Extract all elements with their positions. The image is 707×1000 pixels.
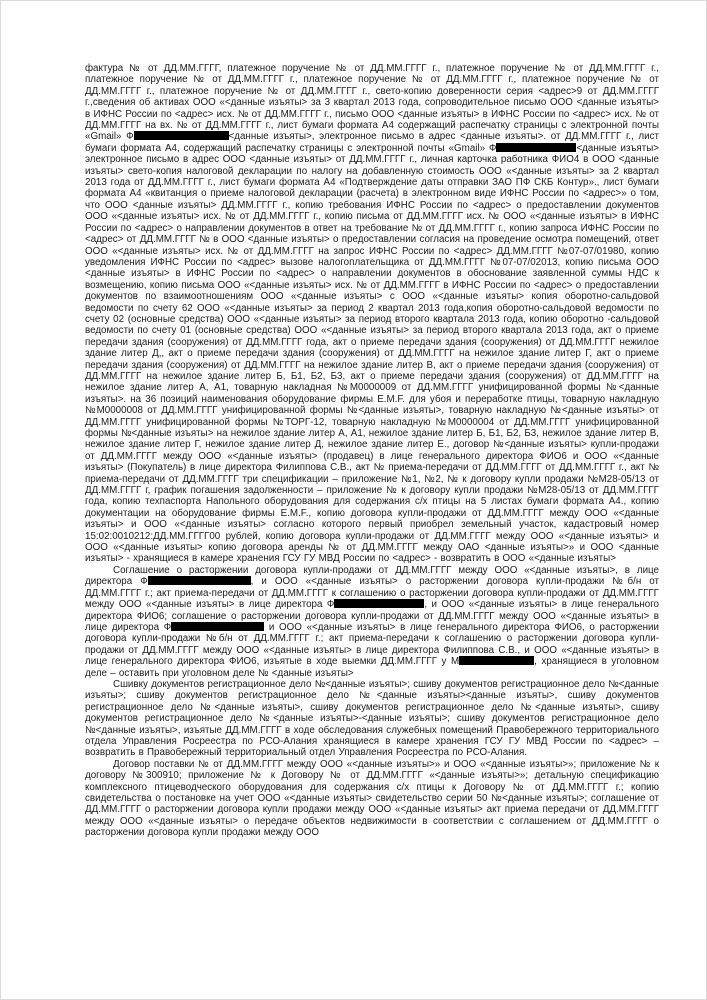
redaction-box — [134, 131, 229, 140]
redaction-box — [459, 656, 534, 665]
paragraph: Соглашение о расторжении договора купли-продажи от ДД.ММ.ГГГГ между ООО «<данные изъяты>, в лице директора Ф , и ООО «<данные изъяты> о расторжении договора купли-продажи №б/н от ДД.ММ.ГГГГ г.; акт приема-передачи от ДД.ММ.ГГГГ к соглашению о расторжении договора купли-продажи от ДД.ММ.ГГГГ между ООО «<данные изъяты> в лице директора Ф , и ООО «<данные изъяты> в лице генерального директора ФИО6; соглашение о расторжении договора купли-продажи от ДД.ММ.ГГГГ между ООО «<данные изъяты> в лице директора Ф и ООО «<данные изъяты> в лице генерального директора ФИО6, о расторжении договора купли-продажи №б/н от ДД.ММ.ГГГГ г.; акт приема-передачи к соглашению о расторжении договора купли-продажи от ДД.ММ.ГГГГ между ООО «<данные изъяты> в лице директора Филиппова С.В., и ООО «<данные изъяты> в лице генерального директора ФИО6, изъятые в ходе выемки ДД.ММ.ГГГГ у М , хранящиеся в уголовном деле – оставить при уголовном деле № <данные изъяты> — [85, 564, 660, 679]
redaction-box — [334, 599, 424, 608]
redaction-box — [171, 622, 264, 631]
redaction-box — [496, 143, 576, 152]
document-body — [85, 63, 659, 839]
redaction-box — [148, 576, 251, 585]
paragraph: фактура № от ДД.ММ.ГГГГ, платежное поручение № от ДД.ММ.ГГГГ г., платежное поручение № от ДД.ММ.ГГГГ г., платежное поручение № от ДД.ММ.ГГГГ г., платежное поручение № от ДД.ММ.ГГГГ г., платежное поручение № от ДД.ММ.ГГГГ г., платежное поручение № от ДД.ММ.ГГГГ г., свето-копию доверенности серия <адрес>9 от ДД.ММ.ГГГГ г.,сведения об активах ООО «<данные изъяты> за 3 квартал 2013 года, сопроводительное письмо ООО <данные изъяты> в ИФНС России по <адрес> исх. № от ДД.ММ.ГГГГ г., письмо ООО <данные изъяты> в ИФНС России по <адрес> исх. № от ДД.ММ.ГГГГ на вх. № от ДД.ММ.ГГГГ г., лист бумаги формата А4 содержащий распечатку страницы с электронной почты «Gmail» Ф <данные изъяты>, электронное письмо в адрес <данные изъяты>. от ДД.ММ.ГГГГ г., лист бумаги формата А4, содержащий распечатку страницы с электронной почты «Gmail» Ф <данные изъяты> электронное письмо в адрес ООО <данные изъяты> от ДД.ММ.ГГГГ г., личная карточка работника ФИО4 в ООО <данные изъяты> свето-копия налоговой декларации по налогу на добавленную стоимость ООО «<данные изъяты> за 2 квартал 2013 года от ДД.ММ.ГГГГ г., лист бумаги формата А4 «Подтверждение даты отправки ЗАО ПФ СКБ Контур»., лист бумаги формата А4 «квитанция о приеме налоговой декларации (расчета) в электронном виде ИФНС России по <адрес>» о том, что ООО <данные изъяты> ДД.ММ.ГГГГ г., копию требования ИФНС России по <адрес> о предоставлении документов ООО «<данные изъяты> исх. № от ДД.ММ.ГГГГ г., копию письма от ДД.ММ.ГГГГ исх. № ООО «<данные изъяты> в ИФНС России по <адрес> о направлении документов в ответ на требование № от ДД.ММ.ГГГГ г., копию запроса ИФНС России по <адрес> от ДД.ММ.ГГГГ № в ООО <данные изъяты> о предоставлении согласия на проведение осмотра помещений, ответ ООО «<данные изъяты> исх. № от ДД.ММ.ГГГГ на запрос ИФНС России по <адрес> ДД.ММ.ГГГГ №07-07/01980, копию уведомления ИФНС России по <адрес> вызове налогоплательщика от ДД.ММ.ГГГГ №07-07/02013, копию письма ООО <данные изъяты> в ИФНС России по <адрес> о направлении документов в обоснование заявленной суммы НДС к возмещению, копию письма ООО «<данные изъяты> исх. № от ДД.ММ.ГГГГ в ИФНС России по <адрес> о предоставлении документов по взаимоотношениям ООО «<данные изъяты> с ООО «<данные изъяты> копия оборотно-сальдовой ведомости по счету 62 ООО «<данные изъяты> за период 2 квартал 2013 года,копия оборотно-сальдовой ведомости по счету 02 (основные средства) ООО «<данные изъяты> за период второго квартала 2013 года, копию оборотно -сальдовой ведомости по счету 01 (основные средства) ООО «<данные изъяты> за период второго квартала 2013 года, акт о приеме передачи здания (сооружения) от ДД.ММ.ГГГГ года, акт о приеме передачи здания (сооружения) от ДД.ММ.ГГГГ нежилое здание литер Д,, акт о приеме передачи здания (сооружения) от ДД.ММ.ГГГГ на нежилое здание литер Г, акт о приеме передачи здания (сооружения) от ДД.ММ.ГГГГ на нежилое здание литер В, акт о приеме передачи здания (сооружения) от ДД.ММ.ГГГГ на нежилое здание литер Б, Б1, Б2, Б3, акт о приеме передачи здания (сооружения) от ДД.ММ.ГГГГ на нежилое здание литер А, А1, товарную накладная №М0000009 от ДД.ММ.ГГГГ унифицированной формы №<данные изъяты>. на 36 позиций наименования оборудование фирмы E.M.F. для убоя и переработке птицы, товарную накладную №М0000008 от ДД.ММ.ГГГГ унифицированной формы №<данные изъяты>, товарную накладную №<данные изъяты> от ДД.ММ.ГГГГ унифицированной формы №ТОРГ-12, товарную накладную №М0000004 от ДД.ММ.ГГГГ унифицированной формы №<данные изъяты> на нежилое здание литер А, А1, нежилое здание литер Б, Б1, Б2, Б3, нежилое здание литер В, нежилое здание литер Г, нежилое здание литер Д, нежилое здание литер Е., договор №<данные изъяты> купли-продажи от ДД.ММ.ГГГГ между ООО «<данные изъяты> (продавец) в лице генерального директора ФИО6 и ООО «<данные изъяты> (Покупатель) в лице директора Филиппова С.В., акт № приема-передачи от ДД.ММ.ГГГГ от ДД.ММ.ГГГГ г., акт № приема-передачи от ДД.ММ.ГГГГ три спецификации – приложение №1, №2, № к договору купли продажи №М28-05/13 от ДД.ММ.ГГГГ г, график погашения задолженности – приложение № к договору купли продажи №М28-05/13 от ДД.ММ.ГГГГ года, копию техпаспорта Напольного оборудования для содержания с/х птицы на 5 листах бумаги формата А4., копию документации на оборудование фирмы E.M.F., копию договора купли-продажи от ДД.ММ.ГГГГ между ООО «<данные изъяты> и ООО «<данные изъяты> согласно которого первый приобрел земельный участок, кадастровый номер 15:02:0010212:ДД.ММ.ГГГГ00 рублей, копию договора купли-продажи от ДД.ММ.ГГГГ между ООО «<данные изъяты> и ООО «<данные изъяты> копию договора аренды № от ДД.ММ.ГГГГ между ОАО <данные изъяты>» и ООО <данные изъяты> - хранящиеся в камере хранения ГСУ ГУ МВД России по <адрес> - возвратить в ООО «<данные изъяты> — [85, 63, 659, 565]
paragraph: Сшивку документов регистрационное дело №<данные изъяты>; сшиву документов регистрационное дело №<данные изъяты>; сшиву документов регистрационное дело №<данные изъяты><данные изъяты>, сшиву документов регистрационное дело №<данные изъяты>, сшиву документов регистрационное дело №<данные изъяты>, сшиву документов регистрационное дело №<данные изъяты>-<данные изъяты>; сшиву документов регистрационное дело №<данные изъяты>, изъятые ДД.ММ.ГГГГ в ходе обследования служебных помещений Правобережного территориального отдела Управления Росреестра по РСО-Алания хранящиеся в камере хранения ГСУ ГУ МВД России по <адрес> – возвратить в Правобережный территориальный отдел Управления Росреестра по РСО-Алания. — [85, 678, 659, 759]
paragraph: Договор поставки № от ДД.ММ.ГГГГ между ООО «<данные изъяты>» и ООО «<данные изъяты>»; приложение № к договору №300910; приложение № к Договору № от ДД.ММ.ГГГГ «<данные изъяты>»; детальную спецификацию комплексного птицеводческого оборудования для содержания с/х птицы к Договору № от ДД.ММ.ГГГГ г.; копию свидетельства о постановке на учет ООО «<данные изъяты> свидетельство серии 50 №<данные изъяты>; соглашение от ДД.ММ.ГГГГ о расторжении договора купли продажи между ООО «<данные изъяты> акт приема передачи от ДД.ММ.ГГГГ между ООО «<данные изъяты> о передаче объектов недвижимости в соответствии с соглашением от ДД.ММ.ГГГГ о расторжении договора купли продажи между ООО — [85, 758, 659, 839]
